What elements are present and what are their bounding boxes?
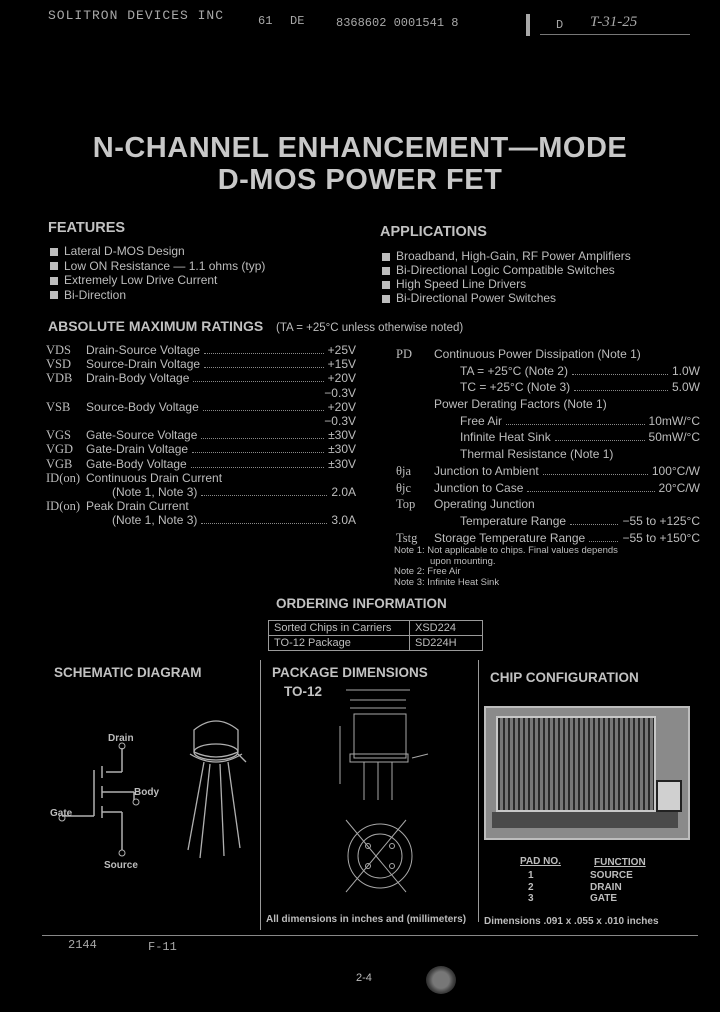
pad-header: PAD NO. bbox=[520, 856, 561, 867]
schematic-label-gate: Gate bbox=[50, 808, 73, 819]
rating-symbol: VGB bbox=[46, 456, 73, 471]
footer-code: 2144 bbox=[68, 938, 97, 952]
feature-item: Extremely Low Drive Current bbox=[50, 273, 265, 288]
leader-dots bbox=[506, 424, 645, 425]
rating-row bbox=[46, 400, 356, 414]
rating-label: Continuous Power Dissipation (Note 1) bbox=[434, 347, 641, 361]
header-divider-mark bbox=[526, 14, 530, 36]
rating-row bbox=[396, 481, 700, 498]
package-heading: PACKAGE DIMENSIONS bbox=[272, 665, 428, 680]
chip-pad-gate bbox=[656, 780, 682, 812]
rating-row bbox=[46, 457, 356, 471]
rating-value: 100°C/W bbox=[651, 463, 700, 478]
leader-dots bbox=[555, 440, 645, 441]
leader-dots bbox=[193, 381, 324, 382]
header-code-1: 61 bbox=[258, 14, 273, 28]
features-heading: FEATURES bbox=[48, 220, 126, 236]
leader-dots bbox=[203, 410, 324, 411]
ratings-left-table bbox=[46, 343, 356, 527]
rating-label: Junction to Case bbox=[434, 480, 524, 495]
rating-symbol: ID(on) bbox=[46, 470, 81, 485]
rating-value: 1.0W bbox=[671, 363, 700, 378]
note-line: Note 3: Infinite Heat Sink bbox=[394, 576, 500, 588]
rating-label: TA = +25°C (Note 2) bbox=[460, 363, 568, 378]
leader-dots bbox=[201, 495, 327, 496]
rating-value: −55 to +150°C bbox=[622, 530, 700, 545]
title-line-1: N-CHANNEL ENHANCEMENT—MODE bbox=[92, 132, 628, 164]
table-row: 3 GATE bbox=[528, 893, 618, 904]
rating-row bbox=[46, 485, 356, 499]
rating-symbol: θjc bbox=[396, 480, 412, 495]
leader-dots bbox=[570, 524, 618, 525]
rating-symbol: VGS bbox=[46, 428, 72, 443]
pad-table bbox=[528, 870, 633, 905]
rating-value: ±30V bbox=[328, 442, 356, 457]
rating-value: +25V bbox=[327, 343, 356, 357]
package-note: All dimensions in inches and (millimeters) bbox=[266, 914, 467, 925]
leader-dots bbox=[191, 467, 324, 468]
rating-label: Power Derating Factors (Note 1) bbox=[434, 397, 607, 412]
rating-value: +20V bbox=[327, 371, 356, 386]
rating-value: ±30V bbox=[328, 428, 356, 443]
rating-label: Free Air bbox=[460, 413, 503, 428]
rating-value: −0.3V bbox=[324, 413, 356, 428]
rating-label: Source-Body Voltage bbox=[86, 399, 199, 414]
bullet-icon bbox=[382, 267, 390, 275]
rating-row bbox=[396, 347, 700, 364]
chip-dimensions: Dimensions .091 x .055 x .010 inches bbox=[484, 916, 659, 927]
rating-label: Drain-Source Voltage bbox=[86, 343, 201, 357]
page-number: 2-4 bbox=[356, 972, 372, 984]
leader-dots bbox=[201, 438, 324, 439]
chip-section-divider bbox=[478, 660, 479, 922]
schematic-label-source: Source bbox=[104, 860, 138, 871]
rating-row bbox=[46, 442, 356, 456]
rating-label: Gate-Drain Voltage bbox=[86, 442, 189, 457]
schematic-diagram bbox=[46, 700, 196, 880]
leader-dots bbox=[204, 353, 324, 354]
application-item: High Speed Line Drivers bbox=[382, 277, 631, 291]
ordering-desc: TO-12 Package bbox=[269, 636, 410, 651]
rating-label: Continuous Drain Current bbox=[86, 470, 223, 485]
table-row: 1 SOURCE bbox=[528, 870, 633, 881]
rating-symbol: PD bbox=[396, 347, 412, 361]
table-row bbox=[269, 621, 483, 636]
schematic-heading: SCHEMATIC DIAGRAM bbox=[54, 665, 202, 680]
applications-heading: APPLICATIONS bbox=[380, 224, 487, 240]
header-rule bbox=[540, 34, 690, 35]
ordering-part: SD224H bbox=[410, 636, 483, 651]
footer-code-2: F-11 bbox=[148, 940, 177, 954]
function-header: FUNCTION bbox=[594, 857, 646, 868]
note-line: Note 1: Not applicable to chips. Final values depends bbox=[394, 545, 618, 556]
ratings-condition: (TA = +25°C unless otherwise noted) bbox=[276, 322, 464, 334]
header-handwritten-code: T-31-25 bbox=[590, 14, 638, 30]
bullet-icon bbox=[50, 262, 58, 270]
rating-row bbox=[396, 430, 700, 447]
header-code-4: D bbox=[556, 18, 564, 32]
ordering-desc: Sorted Chips in Carriers bbox=[269, 621, 410, 636]
rating-label: (Note 1, Note 3) bbox=[112, 513, 198, 528]
feature-item: Bi-Direction bbox=[50, 288, 265, 303]
rating-symbol: VGD bbox=[46, 442, 74, 457]
leader-dots bbox=[527, 491, 655, 492]
features-list bbox=[50, 244, 265, 302]
bullet-icon bbox=[382, 253, 390, 261]
rating-label: Gate-Body Voltage bbox=[86, 456, 187, 471]
package-dimension-drawing bbox=[310, 680, 470, 910]
rating-value: 20°C/W bbox=[658, 480, 700, 495]
rating-label: Storage Temperature Range bbox=[434, 530, 586, 545]
ordering-table bbox=[268, 620, 483, 651]
header-code-2: DE bbox=[290, 14, 305, 28]
rating-value: 3.0A bbox=[331, 513, 356, 528]
rating-row bbox=[46, 357, 356, 371]
leader-dots bbox=[543, 474, 648, 475]
rating-label: Junction to Ambient bbox=[434, 463, 539, 478]
schematic-label-body: Body bbox=[134, 787, 159, 798]
feature-item: Low ON Resistance — 1.1 ohms (typ) bbox=[50, 259, 265, 274]
rating-label: TC = +25°C (Note 3) bbox=[460, 380, 571, 395]
table-row bbox=[269, 636, 483, 651]
rating-symbol: ID(on) bbox=[46, 499, 81, 514]
rating-symbol: Top bbox=[396, 497, 416, 512]
leader-dots bbox=[572, 374, 668, 375]
bullet-icon bbox=[382, 295, 390, 303]
rating-value: 5.0W bbox=[671, 380, 700, 395]
ratings-notes bbox=[394, 546, 618, 588]
rating-label: Source-Drain Voltage bbox=[86, 357, 201, 372]
rating-value: −0.3V bbox=[324, 385, 356, 400]
header-company: SOLITRON DEVICES INC bbox=[48, 8, 225, 23]
application-item: Bi-Directional Logic Compatible Switches bbox=[382, 263, 631, 277]
application-item: Bi-Directional Power Switches bbox=[382, 291, 631, 305]
rating-value: +15V bbox=[327, 357, 356, 372]
bullet-icon bbox=[50, 248, 58, 256]
bullet-icon bbox=[382, 281, 390, 289]
chip-active-area bbox=[496, 716, 656, 812]
schematic-label-drain: Drain bbox=[108, 733, 134, 744]
rating-symbol: Tstg bbox=[396, 530, 418, 545]
rating-row bbox=[46, 428, 356, 442]
bullet-icon bbox=[50, 277, 58, 285]
rating-label: Temperature Range bbox=[460, 513, 567, 528]
rating-row bbox=[396, 464, 700, 481]
rating-label: Gate-Source Voltage bbox=[86, 428, 198, 443]
feature-item: Lateral D-MOS Design bbox=[50, 244, 265, 259]
rating-label: Operating Junction bbox=[434, 497, 535, 512]
leader-dots bbox=[589, 541, 618, 542]
application-item: Broadband, High-Gain, RF Power Amplifiers bbox=[382, 249, 631, 263]
rating-value: 10mW/°C bbox=[648, 413, 700, 428]
title-line-2: D-MOS POWER FET bbox=[217, 164, 503, 196]
ordering-part: XSD224 bbox=[410, 621, 483, 636]
rating-row bbox=[46, 513, 356, 527]
rating-symbol: VDS bbox=[46, 343, 72, 357]
rating-row bbox=[396, 414, 700, 431]
rating-row bbox=[46, 471, 356, 485]
chip-bond-strip bbox=[492, 812, 678, 828]
rating-value: 2.0A bbox=[331, 484, 356, 499]
note-line: upon mounting. bbox=[430, 555, 496, 567]
ratings-right-table bbox=[396, 347, 700, 547]
rating-label: Peak Drain Current bbox=[86, 499, 189, 514]
bullet-icon bbox=[50, 291, 58, 299]
rating-label: Thermal Resistance (Note 1) bbox=[460, 447, 614, 462]
rating-label: Drain-Body Voltage bbox=[86, 371, 190, 386]
table-row: 2 DRAIN bbox=[528, 881, 622, 893]
leader-dots bbox=[201, 523, 327, 524]
rating-value: 50mW/°C bbox=[648, 430, 700, 445]
applications-list bbox=[382, 249, 631, 305]
leader-dots bbox=[574, 390, 668, 391]
rating-row bbox=[396, 380, 700, 397]
ratings-heading: ABSOLUTE MAXIMUM RATINGS bbox=[48, 318, 264, 334]
rating-row bbox=[396, 497, 700, 514]
rating-symbol: VSB bbox=[46, 399, 71, 414]
ordering-heading: ORDERING INFORMATION bbox=[276, 596, 447, 611]
rating-row bbox=[396, 447, 700, 464]
rating-row bbox=[396, 364, 700, 381]
rating-row bbox=[46, 414, 356, 428]
rating-row bbox=[396, 397, 700, 414]
footer-rule bbox=[42, 935, 698, 936]
header-code-3: 8368602 0001541 8 bbox=[336, 16, 459, 30]
leader-dots bbox=[192, 452, 324, 453]
rating-symbol: VSD bbox=[46, 357, 72, 372]
rating-row bbox=[46, 343, 356, 357]
rating-value: +20V bbox=[327, 399, 356, 414]
rating-value: −55 to +125°C bbox=[622, 513, 700, 528]
rating-value: ±30V bbox=[328, 456, 356, 471]
rating-row bbox=[46, 386, 356, 400]
rating-label: (Note 1, Note 3) bbox=[112, 484, 198, 499]
rating-symbol: VDB bbox=[46, 371, 73, 386]
rating-label: Infinite Heat Sink bbox=[460, 430, 551, 445]
chip-heading: CHIP CONFIGURATION bbox=[490, 670, 639, 685]
transistor-package-drawing bbox=[176, 710, 266, 870]
rating-symbol: θja bbox=[396, 463, 412, 478]
rating-row bbox=[396, 514, 700, 531]
note-line: Note 2: Free Air bbox=[394, 566, 461, 577]
leader-dots bbox=[204, 367, 324, 368]
rating-row bbox=[46, 499, 356, 513]
rating-row bbox=[46, 371, 356, 385]
logo-mark bbox=[426, 966, 456, 994]
package-subheading: TO-12 bbox=[284, 684, 323, 699]
